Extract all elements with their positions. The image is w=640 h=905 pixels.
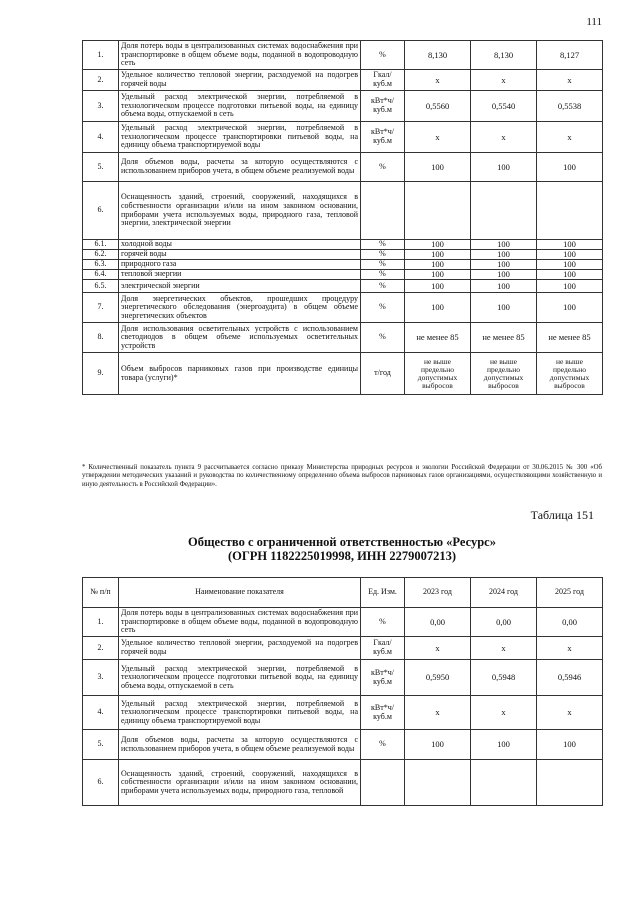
row-unit: % bbox=[361, 608, 405, 637]
footnote: * Количественный показатель пункта 9 рассчитывается согласно приказу Министерства природных ресурсов и экологии Российской Федерации от 30.06.2015 № 300 «Об утверждении методических указаний и руководства по количественному определению объема выбросов парниковых газов организациями, осуществляющими хозяйственную и иную деятельность в Российской Федерации». bbox=[82, 464, 602, 488]
row-value-1: 8,130 bbox=[405, 41, 471, 70]
row-number: 5. bbox=[83, 153, 119, 182]
row-indicator-name: Доля потерь воды в централизованных системах водоснабжения при транспортировке в общем объеме воды, поданной в водопроводную сеть bbox=[119, 608, 361, 637]
row-value-2: х bbox=[471, 70, 537, 91]
row-value-1: 0,00 bbox=[405, 608, 471, 637]
row-number: 3. bbox=[83, 660, 119, 696]
row-unit: % bbox=[361, 153, 405, 182]
table-header-row bbox=[83, 578, 603, 608]
row-value-1: х bbox=[405, 696, 471, 730]
table-row bbox=[83, 91, 603, 122]
header-number: № п/п bbox=[83, 578, 119, 608]
row-value-2: х bbox=[471, 637, 537, 660]
row-value-1: не менее 85 bbox=[405, 323, 471, 353]
row-number: 3. bbox=[83, 91, 119, 122]
row-indicator-name: природного газа bbox=[119, 260, 361, 270]
table-row bbox=[83, 240, 603, 250]
row-value-1: х bbox=[405, 122, 471, 153]
row-value-1: 100 bbox=[405, 240, 471, 250]
row-value-1 bbox=[405, 182, 471, 240]
row-value-3: х bbox=[537, 637, 603, 660]
row-unit: % bbox=[361, 260, 405, 270]
row-value-3: 100 bbox=[537, 250, 603, 260]
table-row bbox=[83, 41, 603, 70]
row-number: 6.3. bbox=[83, 260, 119, 270]
table-row bbox=[83, 608, 603, 637]
row-unit bbox=[361, 182, 405, 240]
indicators-table-1 bbox=[82, 40, 603, 395]
row-unit: % bbox=[361, 240, 405, 250]
organization-heading bbox=[82, 535, 602, 563]
row-indicator-name: Оснащенность зданий, строений, сооружений, находящихся в собственности организации и/или на ином законном основании, приборами учета используемых воды, природного газа, тепловой bbox=[119, 760, 361, 806]
row-indicator-name: Оснащенность зданий, строений, сооружений, находящихся в собственности организации и/или на ином законном основании, приборами учета используемых воды, природного газа, тепловой энергии, электрической энергии bbox=[119, 182, 361, 240]
row-indicator-name: Удельное количество тепловой энергии, расходуемой на подогрев горячей воды bbox=[119, 70, 361, 91]
table-row bbox=[83, 353, 603, 395]
row-value-3: 8,127 bbox=[537, 41, 603, 70]
row-unit: % bbox=[361, 293, 405, 323]
indicators-table-2 bbox=[82, 577, 603, 806]
row-number: 1. bbox=[83, 608, 119, 637]
row-value-3: 0,5538 bbox=[537, 91, 603, 122]
row-value-1: 100 bbox=[405, 153, 471, 182]
row-value-3: не выше предельно допустимых выбросов bbox=[537, 353, 603, 395]
row-value-1: 100 bbox=[405, 270, 471, 280]
row-indicator-name: Доля потерь воды в централизованных системах водоснабжения при транспортировке в общем объеме воды, поданной в водопроводную сеть bbox=[119, 41, 361, 70]
row-unit: кВт*ч/ куб.м bbox=[361, 660, 405, 696]
row-number: 6. bbox=[83, 760, 119, 806]
row-number: 6. bbox=[83, 182, 119, 240]
row-value-2 bbox=[471, 182, 537, 240]
row-value-2: 8,130 bbox=[471, 41, 537, 70]
row-value-2: 0,00 bbox=[471, 608, 537, 637]
row-value-3 bbox=[537, 182, 603, 240]
row-number: 6.5. bbox=[83, 280, 119, 293]
row-value-2: 100 bbox=[471, 250, 537, 260]
row-unit: % bbox=[361, 730, 405, 760]
row-unit: % bbox=[361, 41, 405, 70]
row-indicator-name: холодной воды bbox=[119, 240, 361, 250]
row-indicator-name: Объем выбросов парниковых газов при производстве единицы товара (услуги)* bbox=[119, 353, 361, 395]
row-value-1 bbox=[405, 760, 471, 806]
row-value-1: х bbox=[405, 637, 471, 660]
table-row bbox=[83, 293, 603, 323]
row-value-2: 0,5540 bbox=[471, 91, 537, 122]
row-value-1: 100 bbox=[405, 293, 471, 323]
row-value-3: х bbox=[537, 70, 603, 91]
row-value-3: х bbox=[537, 696, 603, 730]
header-year-3: 2025 год bbox=[537, 578, 603, 608]
row-indicator-name: Доля энергетических объектов, прошедших процедуру энергетического обследования (энергоаудита) в общем объеме энергетических объектов bbox=[119, 293, 361, 323]
organization-name: Общество с ограниченной ответственностью «Ресурс» bbox=[188, 535, 496, 549]
row-number: 2. bbox=[83, 637, 119, 660]
row-value-1: 100 bbox=[405, 250, 471, 260]
row-unit: кВт*ч/ куб.м bbox=[361, 122, 405, 153]
header-unit: Ед. Изм. bbox=[361, 578, 405, 608]
row-value-3: 100 bbox=[537, 280, 603, 293]
table-row bbox=[83, 260, 603, 270]
row-value-3: х bbox=[537, 122, 603, 153]
row-value-2: 100 bbox=[471, 260, 537, 270]
organization-ids: (ОГРН 1182225019998, ИНН 2279007213) bbox=[227, 549, 457, 563]
row-number: 6.4. bbox=[83, 270, 119, 280]
row-value-3: 100 bbox=[537, 153, 603, 182]
row-unit: т/год bbox=[361, 353, 405, 395]
row-indicator-name: горячей воды bbox=[119, 250, 361, 260]
row-value-2: не менее 85 bbox=[471, 323, 537, 353]
row-value-2: х bbox=[471, 122, 537, 153]
row-unit: % bbox=[361, 280, 405, 293]
row-value-1: 100 bbox=[405, 260, 471, 270]
row-value-1: 100 bbox=[405, 730, 471, 760]
row-value-2: 0,5948 bbox=[471, 660, 537, 696]
row-value-2: 100 bbox=[471, 280, 537, 293]
row-number: 6.2. bbox=[83, 250, 119, 260]
table-label: Таблица 151 bbox=[530, 508, 594, 522]
header-year-2: 2024 год bbox=[471, 578, 537, 608]
table-row bbox=[83, 637, 603, 660]
row-unit bbox=[361, 760, 405, 806]
row-number: 9. bbox=[83, 353, 119, 395]
row-indicator-name: Доля объемов воды, расчеты за которую осуществляются с использованием приборов учета, в общем объеме реализуемой воды bbox=[119, 730, 361, 760]
row-value-1: 0,5950 bbox=[405, 660, 471, 696]
row-unit: кВт*ч/ куб.м bbox=[361, 91, 405, 122]
table-row bbox=[83, 182, 603, 240]
row-number: 1. bbox=[83, 41, 119, 70]
row-value-1: 0,5560 bbox=[405, 91, 471, 122]
table-row bbox=[83, 280, 603, 293]
header-year-1: 2023 год bbox=[405, 578, 471, 608]
row-number: 6.1. bbox=[83, 240, 119, 250]
row-value-3: 100 bbox=[537, 293, 603, 323]
table-row bbox=[83, 250, 603, 260]
row-indicator-name: Удельное количество тепловой энергии, расходуемой на подогрев горячей воды bbox=[119, 637, 361, 660]
row-unit: % bbox=[361, 270, 405, 280]
row-value-2: х bbox=[471, 696, 537, 730]
row-value-2: 100 bbox=[471, 153, 537, 182]
row-value-3: 100 bbox=[537, 240, 603, 250]
row-value-2: 100 bbox=[471, 293, 537, 323]
row-indicator-name: Доля использования осветительных устройств с использованием светодиодов в общем объеме используемых осветительных устройств bbox=[119, 323, 361, 353]
table-row bbox=[83, 122, 603, 153]
row-indicator-name: Удельный расход электрической энергии, потребляемой в технологическом процессе транспортировки питьевой воды, на единицу объема транспортируемой воды bbox=[119, 696, 361, 730]
table-row bbox=[83, 760, 603, 806]
row-number: 4. bbox=[83, 696, 119, 730]
row-value-1: не выше предельно допустимых выбросов bbox=[405, 353, 471, 395]
row-number: 2. bbox=[83, 70, 119, 91]
table-row bbox=[83, 153, 603, 182]
row-value-2: не выше предельно допустимых выбросов bbox=[471, 353, 537, 395]
table-row bbox=[83, 70, 603, 91]
row-indicator-name: тепловой энергии bbox=[119, 270, 361, 280]
row-indicator-name: Удельный расход электрической энергии, потребляемой в технологическом процессе подготовки питьевой воды, на единицу объема воды, отпускаемой в сеть bbox=[119, 660, 361, 696]
row-value-2 bbox=[471, 760, 537, 806]
row-number: 4. bbox=[83, 122, 119, 153]
table-row bbox=[83, 323, 603, 353]
row-value-3: 100 bbox=[537, 260, 603, 270]
table-row bbox=[83, 270, 603, 280]
row-value-2: 100 bbox=[471, 240, 537, 250]
row-indicator-name: Доля объемов воды, расчеты за которую осуществляются с использованием приборов учета, в общем объеме реализуемой воды bbox=[119, 153, 361, 182]
page-number: 111 bbox=[586, 16, 602, 28]
row-number: 7. bbox=[83, 293, 119, 323]
row-number: 8. bbox=[83, 323, 119, 353]
row-unit: кВт*ч/ куб.м bbox=[361, 696, 405, 730]
row-value-1: х bbox=[405, 70, 471, 91]
row-unit: Гкал/ куб.м bbox=[361, 637, 405, 660]
table-row bbox=[83, 730, 603, 760]
row-value-2: 100 bbox=[471, 730, 537, 760]
row-value-3: 100 bbox=[537, 730, 603, 760]
row-value-1: 100 bbox=[405, 280, 471, 293]
table-row bbox=[83, 696, 603, 730]
row-value-3 bbox=[537, 760, 603, 806]
row-value-3: 0,00 bbox=[537, 608, 603, 637]
table-row bbox=[83, 660, 603, 696]
row-indicator-name: электрической энергии bbox=[119, 280, 361, 293]
row-unit: % bbox=[361, 250, 405, 260]
row-unit: % bbox=[361, 323, 405, 353]
row-value-2: 100 bbox=[471, 270, 537, 280]
header-name: Наименование показателя bbox=[119, 578, 361, 608]
row-value-3: 0,5946 bbox=[537, 660, 603, 696]
row-indicator-name: Удельный расход электрической энергии, потребляемой в технологическом процессе транспортировки питьевой воды, на единицу объема транспортируемой воды bbox=[119, 122, 361, 153]
row-value-3: 100 bbox=[537, 270, 603, 280]
row-number: 5. bbox=[83, 730, 119, 760]
row-unit: Гкал/ куб.м bbox=[361, 70, 405, 91]
row-value-3: не менее 85 bbox=[537, 323, 603, 353]
row-indicator-name: Удельный расход электрической энергии, потребляемой в технологическом процессе подготовки питьевой воды, на единицу объема воды, отпускаемой в сеть bbox=[119, 91, 361, 122]
